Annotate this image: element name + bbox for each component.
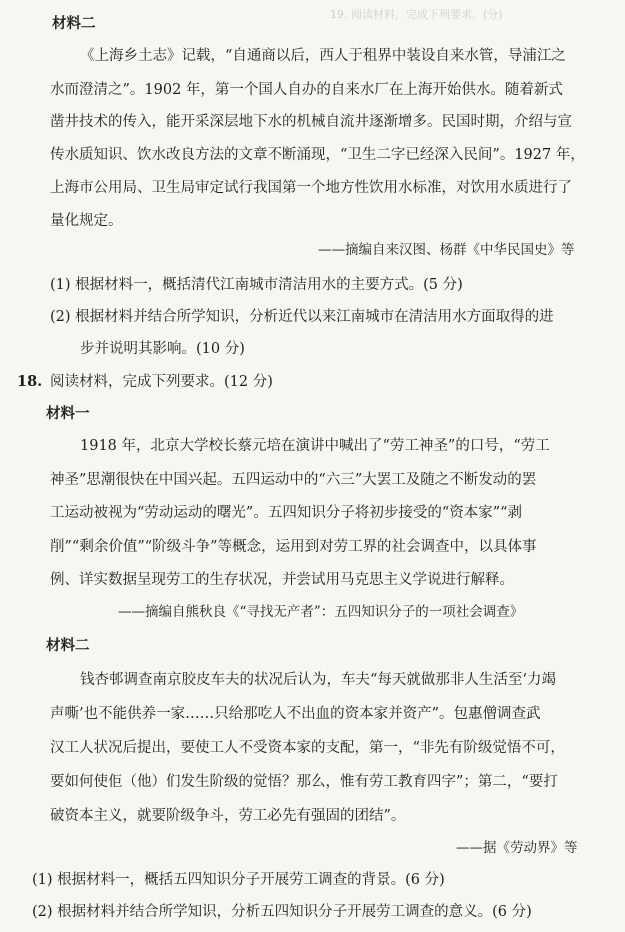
- q17-material2-line-1: 《上海乡土志》记载，“自通商以后，西人于租界中装设自来水管，导浦江之: [80, 48, 566, 64]
- q18-stem: 阅读材料，完成下列要求。(12 分): [50, 374, 273, 390]
- q18-material2-line-1: 钱杏邨调查南京胶皮车夫的状况后认为，车夫“每天就做那非人生活至‘力竭: [80, 672, 557, 688]
- q18-material1-heading: 材料一: [46, 405, 90, 422]
- q18-subquestion-1: (1) 根据材料一，概括五四知识分子开展劳工调查的背景。(6 分): [32, 872, 445, 888]
- q18-subquestion-2: (2) 根据材料并结合所学知识，分析五四知识分子开展劳工调查的意义。(6 分): [32, 904, 532, 920]
- q17-material2-line-2: 水而澄清之”。1902 年，第一个国人自办的自来水厂在上海开始供水。随着新式: [50, 82, 563, 98]
- q18-material2-line-3: 汉工人状况后提出，要使工人不受资本家的支配，第一，“非先有阶级觉悟不可，: [50, 740, 565, 756]
- q17-material2-line-6: 量化规定。: [50, 213, 123, 229]
- q18-material2-line-4: 要如何使佢（他）们发生阶级的觉悟？那么，惟有劳工教育四字”；第二，“要打: [50, 774, 558, 790]
- q17-subquestion-2-line-2: 步并说明其影响。(10 分): [80, 341, 245, 357]
- bleed-through-text: 19. 阅读材料，完成下列要求。(分): [330, 8, 503, 21]
- q17-material2-heading: 材料二: [52, 15, 96, 32]
- q18-material1-line-5: 例、详实数据呈现劳工的生存状况，并尝试用马克思主义学说进行解释。: [50, 572, 514, 588]
- q18-material1-line-4: 削”“剩余价值”“阶级斗争”等概念，运用到对劳工界的社会调查中，以具体事: [50, 539, 537, 555]
- q18-material1-line-3: 工运动被视为“劳动运动的曙光”。五四知识分子将初步接受的“资本家”“剥: [50, 505, 523, 521]
- q18-material1-line-2: 神圣”思潮很快在中国兴起。五四运动中的“六三”大罢工及随之不断发动的罢: [50, 472, 537, 488]
- q18-material1-line-1: 1918 年，北京大学校长蔡元培在演讲中喊出了“劳工神圣”的口号，“劳工: [80, 438, 550, 454]
- q17-material2-line-5: 上海市公用局、卫生局审定试行我国第一个地方性饮用水标准，对饮用水质进行了: [50, 180, 572, 196]
- q18-material2-line-2: 声嘶’也不能供养一家……只给那吃人不出血的资本家并资产”。包惠僧调查武: [50, 706, 541, 722]
- q17-subquestion-1: (1) 根据材料一，概括清代江南城市清洁用水的主要方式。(5 分): [50, 277, 463, 293]
- q18-material1-source: ——摘编自熊秋良《“寻找无产者”：五四知识分子的一项社会调查》: [118, 604, 524, 620]
- q17-material2-source: ——摘编自来汉图、杨群《中华民国史》等: [318, 242, 575, 258]
- q18-material2-line-5: 破资本主义，就要阶级争斗，劳工必先有强固的团结”。: [50, 808, 406, 824]
- q17-subquestion-2-line-1: (2) 根据材料并结合所学知识，分析近代以来江南城市在清洁用水方面取得的进: [50, 309, 554, 325]
- q18-material2-heading: 材料二: [46, 637, 90, 654]
- q17-material2-line-4: 传水质知识、饮水改良方法的文章不断涌现，“卫生二字已经深入民间”。1927 年，: [50, 147, 585, 163]
- q18-number: 18.: [17, 373, 43, 390]
- q18-material2-source: ——据《劳动界》等: [456, 840, 578, 856]
- q17-material2-line-3: 凿井技术的传入，能开采深层地下水的机械自流井逐渐增多。民国时期，介绍与宣: [50, 114, 572, 130]
